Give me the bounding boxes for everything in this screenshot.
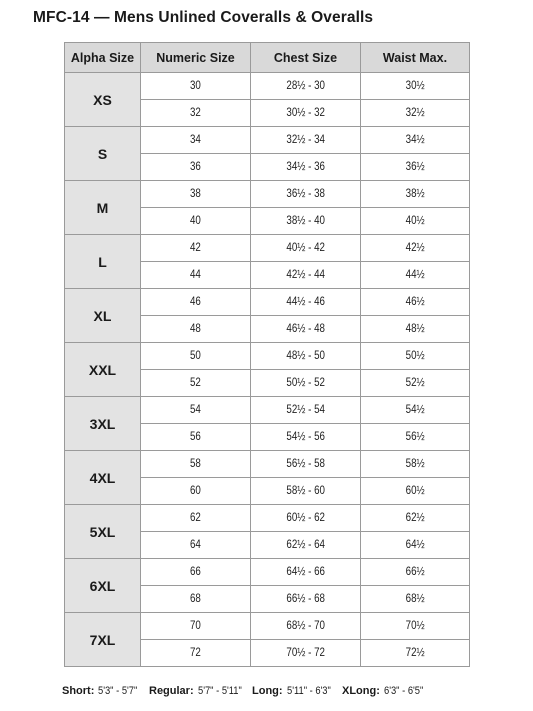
numeric-size-cell <box>141 208 251 235</box>
chest-size-value: 44½ - 46 <box>286 296 325 308</box>
waist-max-value: 34½ <box>405 134 425 146</box>
waist-max-cell <box>361 424 470 451</box>
waist-max-cell <box>361 640 470 667</box>
numeric-size-value: 58 <box>190 458 201 470</box>
chest-size-value: 30½ - 32 <box>286 107 325 119</box>
waist-max-cell <box>361 316 470 343</box>
table-row <box>65 235 470 262</box>
chest-size-cell <box>251 370 361 397</box>
waist-max-cell <box>361 235 470 262</box>
waist-max-value: 66½ <box>405 566 425 578</box>
waist-max-value: 44½ <box>405 269 425 281</box>
numeric-size-cell <box>141 181 251 208</box>
chest-size-value: 34½ - 36 <box>286 161 325 173</box>
legend-long <box>252 685 342 697</box>
chest-size-cell <box>251 505 361 532</box>
table-body <box>65 73 470 667</box>
chest-size-cell <box>251 208 361 235</box>
alpha-size-cell: S <box>65 127 141 181</box>
table-row <box>65 613 470 640</box>
height-legend <box>62 685 430 697</box>
numeric-size-value: 62 <box>190 512 201 524</box>
column-header-chest-size: Chest Size <box>251 43 361 73</box>
numeric-size-cell <box>141 424 251 451</box>
chest-size-cell <box>251 343 361 370</box>
chest-size-cell <box>251 451 361 478</box>
numeric-size-cell <box>141 559 251 586</box>
column-header-waist-max: Waist Max. <box>361 43 470 73</box>
alpha-size-cell: M <box>65 181 141 235</box>
alpha-size-cell: L <box>65 235 141 289</box>
waist-max-value: 52½ <box>405 377 425 389</box>
waist-max-cell <box>361 478 470 505</box>
chest-size-value: 32½ - 34 <box>286 134 325 146</box>
chest-size-value: 38½ - 40 <box>286 215 325 227</box>
numeric-size-value: 36 <box>190 161 201 173</box>
waist-max-cell <box>361 451 470 478</box>
table-row <box>65 289 470 316</box>
table-row <box>65 451 470 478</box>
chest-size-cell <box>251 181 361 208</box>
chest-size-cell <box>251 613 361 640</box>
table-row <box>65 343 470 370</box>
waist-max-value: 38½ <box>405 188 425 200</box>
chest-size-cell <box>251 397 361 424</box>
waist-max-value: 56½ <box>405 431 425 443</box>
numeric-size-value: 52 <box>190 377 201 389</box>
numeric-size-cell <box>141 613 251 640</box>
waist-max-value: 30½ <box>405 80 425 92</box>
table-row <box>65 181 470 208</box>
legend-short-range: 5'3" - 5'7" <box>98 685 138 697</box>
chest-size-value: 50½ - 52 <box>286 377 325 389</box>
numeric-size-cell <box>141 154 251 181</box>
alpha-size-cell: XXL <box>65 343 141 397</box>
numeric-size-cell <box>141 73 251 100</box>
waist-max-cell <box>361 343 470 370</box>
chest-size-cell <box>251 262 361 289</box>
chest-size-cell <box>251 127 361 154</box>
legend-short <box>62 685 149 697</box>
waist-max-value: 36½ <box>405 161 425 173</box>
chest-size-cell <box>251 100 361 127</box>
chest-size-cell <box>251 73 361 100</box>
numeric-size-value: 30 <box>190 80 201 92</box>
chest-size-value: 60½ - 62 <box>286 512 325 524</box>
page-title: MFC-14 — Mens Unlined Coveralls & Overalls <box>33 9 374 26</box>
numeric-size-cell <box>141 235 251 262</box>
chest-size-cell <box>251 424 361 451</box>
chest-size-value: 42½ - 44 <box>286 269 325 281</box>
chest-size-value: 64½ - 66 <box>286 566 325 578</box>
numeric-size-cell <box>141 370 251 397</box>
alpha-size-cell: XL <box>65 289 141 343</box>
numeric-size-cell <box>141 289 251 316</box>
chest-size-cell <box>251 532 361 559</box>
waist-max-cell <box>361 289 470 316</box>
chest-size-value: 62½ - 64 <box>286 539 325 551</box>
numeric-size-cell <box>141 532 251 559</box>
waist-max-value: 50½ <box>405 350 425 362</box>
numeric-size-value: 70 <box>190 620 201 632</box>
waist-max-value: 72½ <box>405 647 425 659</box>
numeric-size-value: 72 <box>190 647 201 659</box>
numeric-size-cell <box>141 100 251 127</box>
waist-max-cell <box>361 127 470 154</box>
chest-size-cell <box>251 235 361 262</box>
table-row <box>65 127 470 154</box>
waist-max-cell <box>361 181 470 208</box>
chest-size-cell <box>251 559 361 586</box>
numeric-size-value: 42 <box>190 242 201 254</box>
legend-xlong-label: XLong: <box>342 685 380 697</box>
numeric-size-value: 48 <box>190 323 201 335</box>
chest-size-value: 48½ - 50 <box>286 350 325 362</box>
waist-max-cell <box>361 208 470 235</box>
numeric-size-cell <box>141 478 251 505</box>
waist-max-cell <box>361 559 470 586</box>
numeric-size-value: 32 <box>190 107 201 119</box>
numeric-size-value: 44 <box>190 269 201 281</box>
chest-size-value: 56½ - 58 <box>286 458 325 470</box>
waist-max-value: 54½ <box>405 404 425 416</box>
waist-max-value: 42½ <box>405 242 425 254</box>
waist-max-value: 40½ <box>405 215 425 227</box>
alpha-size-cell: 3XL <box>65 397 141 451</box>
chest-size-cell <box>251 586 361 613</box>
numeric-size-value: 64 <box>190 539 201 551</box>
numeric-size-cell <box>141 343 251 370</box>
chest-size-value: 40½ - 42 <box>286 242 325 254</box>
numeric-size-cell <box>141 397 251 424</box>
waist-max-value: 68½ <box>405 593 425 605</box>
waist-max-cell <box>361 586 470 613</box>
legend-xlong <box>342 685 430 697</box>
waist-max-value: 70½ <box>405 620 425 632</box>
waist-max-cell <box>361 154 470 181</box>
legend-short-label: Short: <box>62 685 95 697</box>
waist-max-value: 46½ <box>405 296 425 308</box>
legend-xlong-range: 6'3" - 6'5" <box>383 685 424 697</box>
numeric-size-value: 50 <box>190 350 201 362</box>
table-header-row <box>65 43 470 73</box>
chest-size-cell <box>251 316 361 343</box>
chest-size-value: 68½ - 70 <box>286 620 325 632</box>
chest-size-value: 58½ - 60 <box>286 485 325 497</box>
chest-size-cell <box>251 154 361 181</box>
alpha-size-cell: 7XL <box>65 613 141 667</box>
alpha-size-cell: 6XL <box>65 559 141 613</box>
waist-max-cell <box>361 532 470 559</box>
waist-max-value: 32½ <box>405 107 425 119</box>
numeric-size-value: 68 <box>190 593 201 605</box>
chest-size-value: 66½ - 68 <box>286 593 325 605</box>
waist-max-cell <box>361 100 470 127</box>
numeric-size-value: 34 <box>190 134 201 146</box>
numeric-size-cell <box>141 640 251 667</box>
alpha-size-cell: XS <box>65 73 141 127</box>
waist-max-value: 58½ <box>405 458 425 470</box>
numeric-size-value: 66 <box>190 566 201 578</box>
column-header-alpha-size: Alpha Size <box>65 43 141 73</box>
numeric-size-value: 38 <box>190 188 201 200</box>
numeric-size-cell <box>141 586 251 613</box>
waist-max-value: 64½ <box>405 539 425 551</box>
waist-max-cell <box>361 370 470 397</box>
size-chart-table <box>64 42 470 667</box>
numeric-size-value: 54 <box>190 404 201 416</box>
waist-max-cell <box>361 613 470 640</box>
chest-size-value: 28½ - 30 <box>286 80 325 92</box>
numeric-size-cell <box>141 316 251 343</box>
table-row <box>65 559 470 586</box>
legend-long-range: 5'11" - 6'3" <box>286 685 331 697</box>
numeric-size-cell <box>141 127 251 154</box>
alpha-size-cell: 5XL <box>65 505 141 559</box>
waist-max-cell <box>361 262 470 289</box>
legend-regular-label: Regular: <box>149 685 194 697</box>
numeric-size-cell <box>141 505 251 532</box>
waist-max-cell <box>361 73 470 100</box>
chest-size-cell <box>251 289 361 316</box>
waist-max-value: 48½ <box>405 323 425 335</box>
numeric-size-value: 40 <box>190 215 201 227</box>
legend-regular-range: 5'7" - 5'11" <box>197 685 242 697</box>
numeric-size-cell <box>141 451 251 478</box>
waist-max-value: 62½ <box>405 512 425 524</box>
chest-size-value: 46½ - 48 <box>286 323 325 335</box>
legend-regular <box>149 685 252 697</box>
numeric-size-value: 46 <box>190 296 201 308</box>
column-header-numeric-size: Numeric Size <box>141 43 251 73</box>
chest-size-value: 36½ - 38 <box>286 188 325 200</box>
chest-size-cell <box>251 640 361 667</box>
waist-max-cell <box>361 505 470 532</box>
numeric-size-value: 60 <box>190 485 201 497</box>
table-row <box>65 505 470 532</box>
chest-size-value: 70½ - 72 <box>286 647 325 659</box>
chest-size-value: 52½ - 54 <box>286 404 325 416</box>
waist-max-value: 60½ <box>405 485 425 497</box>
numeric-size-value: 56 <box>190 431 201 443</box>
alpha-size-cell: 4XL <box>65 451 141 505</box>
chest-size-cell <box>251 478 361 505</box>
legend-long-label: Long: <box>252 685 283 697</box>
numeric-size-cell <box>141 262 251 289</box>
waist-max-cell <box>361 397 470 424</box>
table-row <box>65 397 470 424</box>
chest-size-value: 54½ - 56 <box>286 431 325 443</box>
table-row <box>65 73 470 100</box>
